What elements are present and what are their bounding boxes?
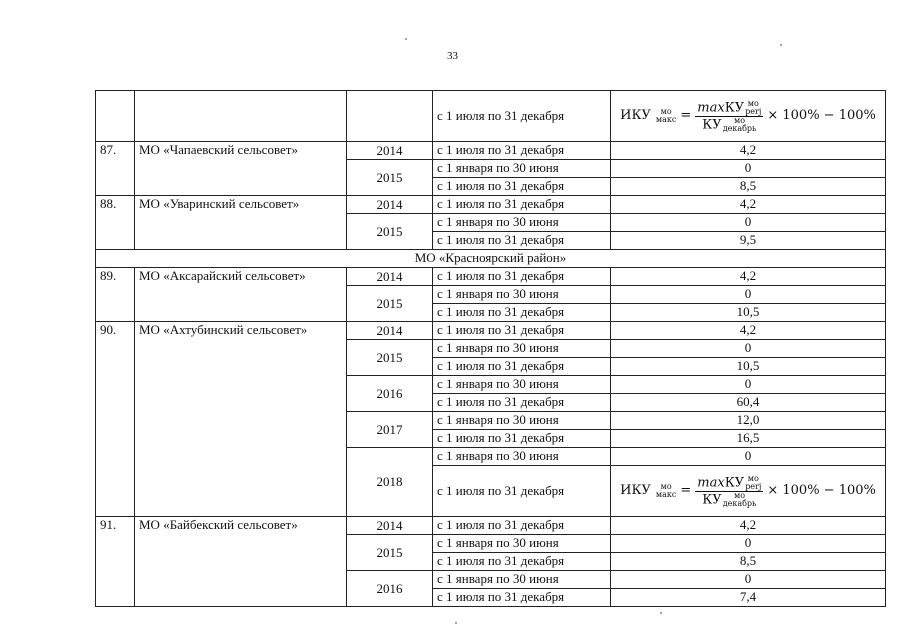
municipality-cell: МО «Аксарайский сельсовет»	[135, 268, 347, 322]
municipality-cell	[135, 91, 347, 142]
value-cell: 0	[611, 535, 886, 553]
year-cell: 2016	[347, 376, 433, 412]
value-cell: 60,4	[611, 394, 886, 412]
year-cell: 2015	[347, 160, 433, 196]
formula-cell	[611, 466, 886, 517]
year-cell: 2016	[347, 571, 433, 607]
period-cell: с 1 июля по 31 декабря	[433, 394, 611, 412]
value-cell: 4,2	[611, 322, 886, 340]
period-cell: с 1 июля по 31 декабря	[433, 178, 611, 196]
row-number-cell: 91.	[96, 517, 135, 607]
formula-cell	[611, 91, 886, 142]
value-cell: 0	[611, 286, 886, 304]
period-cell: с 1 июля по 31 декабря	[433, 517, 611, 535]
year-cell	[347, 91, 433, 142]
year-cell: 2014	[347, 142, 433, 160]
row-number-cell: 88.	[96, 196, 135, 250]
year-cell: 2014	[347, 322, 433, 340]
value-cell: 0	[611, 376, 886, 394]
scan-speck	[405, 38, 407, 40]
year-cell: 2015	[347, 535, 433, 571]
scan-speck	[660, 612, 662, 614]
period-cell: с 1 января по 30 июня	[433, 412, 611, 430]
period-cell: с 1 июля по 31 декабря	[433, 304, 611, 322]
period-cell: с 1 июля по 31 декабря	[433, 466, 611, 517]
period-cell: с 1 июля по 31 декабря	[433, 358, 611, 376]
value-cell: 0	[611, 214, 886, 232]
value-cell: 0	[611, 448, 886, 466]
period-cell: с 1 июля по 31 декабря	[433, 553, 611, 571]
period-cell: с 1 января по 30 июня	[433, 448, 611, 466]
period-cell: с 1 января по 30 июня	[433, 376, 611, 394]
period-cell: с 1 июля по 31 декабря	[433, 322, 611, 340]
value-cell: 12,0	[611, 412, 886, 430]
value-cell: 4,2	[611, 142, 886, 160]
year-cell: 2014	[347, 268, 433, 286]
year-cell: 2014	[347, 517, 433, 535]
value-cell: 9,5	[611, 232, 886, 250]
value-cell: 16,5	[611, 430, 886, 448]
period-cell: с 1 июля по 31 декабря	[433, 268, 611, 286]
period-cell: с 1 июля по 31 декабря	[433, 91, 611, 142]
value-cell: 8,5	[611, 178, 886, 196]
formula: ИКУ мо макс = maxКУ мо perj КУ мо декабрь × 100% − 100%	[620, 98, 876, 133]
year-cell: 2015	[347, 286, 433, 322]
value-cell: 0	[611, 340, 886, 358]
year-cell: 2014	[347, 196, 433, 214]
year-cell: 2015	[347, 340, 433, 376]
formula: ИКУ мо макс = maxКУ мо perj КУ мо декабрь × 100% − 100%	[620, 473, 876, 508]
period-cell: с 1 января по 30 июня	[433, 535, 611, 553]
municipality-cell: МО «Уваринский сельсовет»	[135, 196, 347, 250]
value-cell: 4,2	[611, 517, 886, 535]
table-row	[96, 142, 886, 160]
value-cell: 7,4	[611, 589, 886, 607]
period-cell: с 1 июля по 31 декабря	[433, 232, 611, 250]
municipality-cell: МО «Чапаевский сельсовет»	[135, 142, 347, 196]
value-cell: 4,2	[611, 196, 886, 214]
period-cell: с 1 января по 30 июня	[433, 571, 611, 589]
value-cell: 0	[611, 571, 886, 589]
row-number-cell: 90.	[96, 322, 135, 517]
year-cell: 2015	[347, 214, 433, 250]
period-cell: с 1 января по 30 июня	[433, 340, 611, 358]
municipality-cell: МО «Байбекский сельсовет»	[135, 517, 347, 607]
row-number-cell: 87.	[96, 142, 135, 196]
section-row	[96, 250, 886, 268]
period-cell: с 1 января по 30 июня	[433, 286, 611, 304]
scan-speck	[455, 622, 457, 624]
scan-speck	[780, 44, 782, 46]
period-cell: с 1 января по 30 июня	[433, 214, 611, 232]
year-cell: 2018	[347, 448, 433, 517]
period-cell: с 1 июля по 31 декабря	[433, 430, 611, 448]
period-cell: с 1 июля по 31 декабря	[433, 142, 611, 160]
row-number-cell	[96, 91, 135, 142]
page-number: 33	[447, 50, 458, 62]
value-cell: 10,5	[611, 358, 886, 376]
municipality-cell: МО «Ахтубинский сельсовет»	[135, 322, 347, 517]
value-cell: 0	[611, 160, 886, 178]
period-cell: с 1 июля по 31 декабря	[433, 589, 611, 607]
tariff-table	[95, 90, 886, 607]
table-row	[96, 322, 886, 340]
period-cell: с 1 января по 30 июня	[433, 160, 611, 178]
value-cell: 4,2	[611, 268, 886, 286]
value-cell: 8,5	[611, 553, 886, 571]
table-row	[96, 196, 886, 214]
table-row	[96, 517, 886, 535]
section-heading: МО «Красноярский район»	[96, 250, 886, 268]
year-cell: 2017	[347, 412, 433, 448]
value-cell: 10,5	[611, 304, 886, 322]
table-row	[96, 268, 886, 286]
row-number-cell: 89.	[96, 268, 135, 322]
period-cell: с 1 июля по 31 декабря	[433, 196, 611, 214]
table-row	[96, 91, 886, 142]
